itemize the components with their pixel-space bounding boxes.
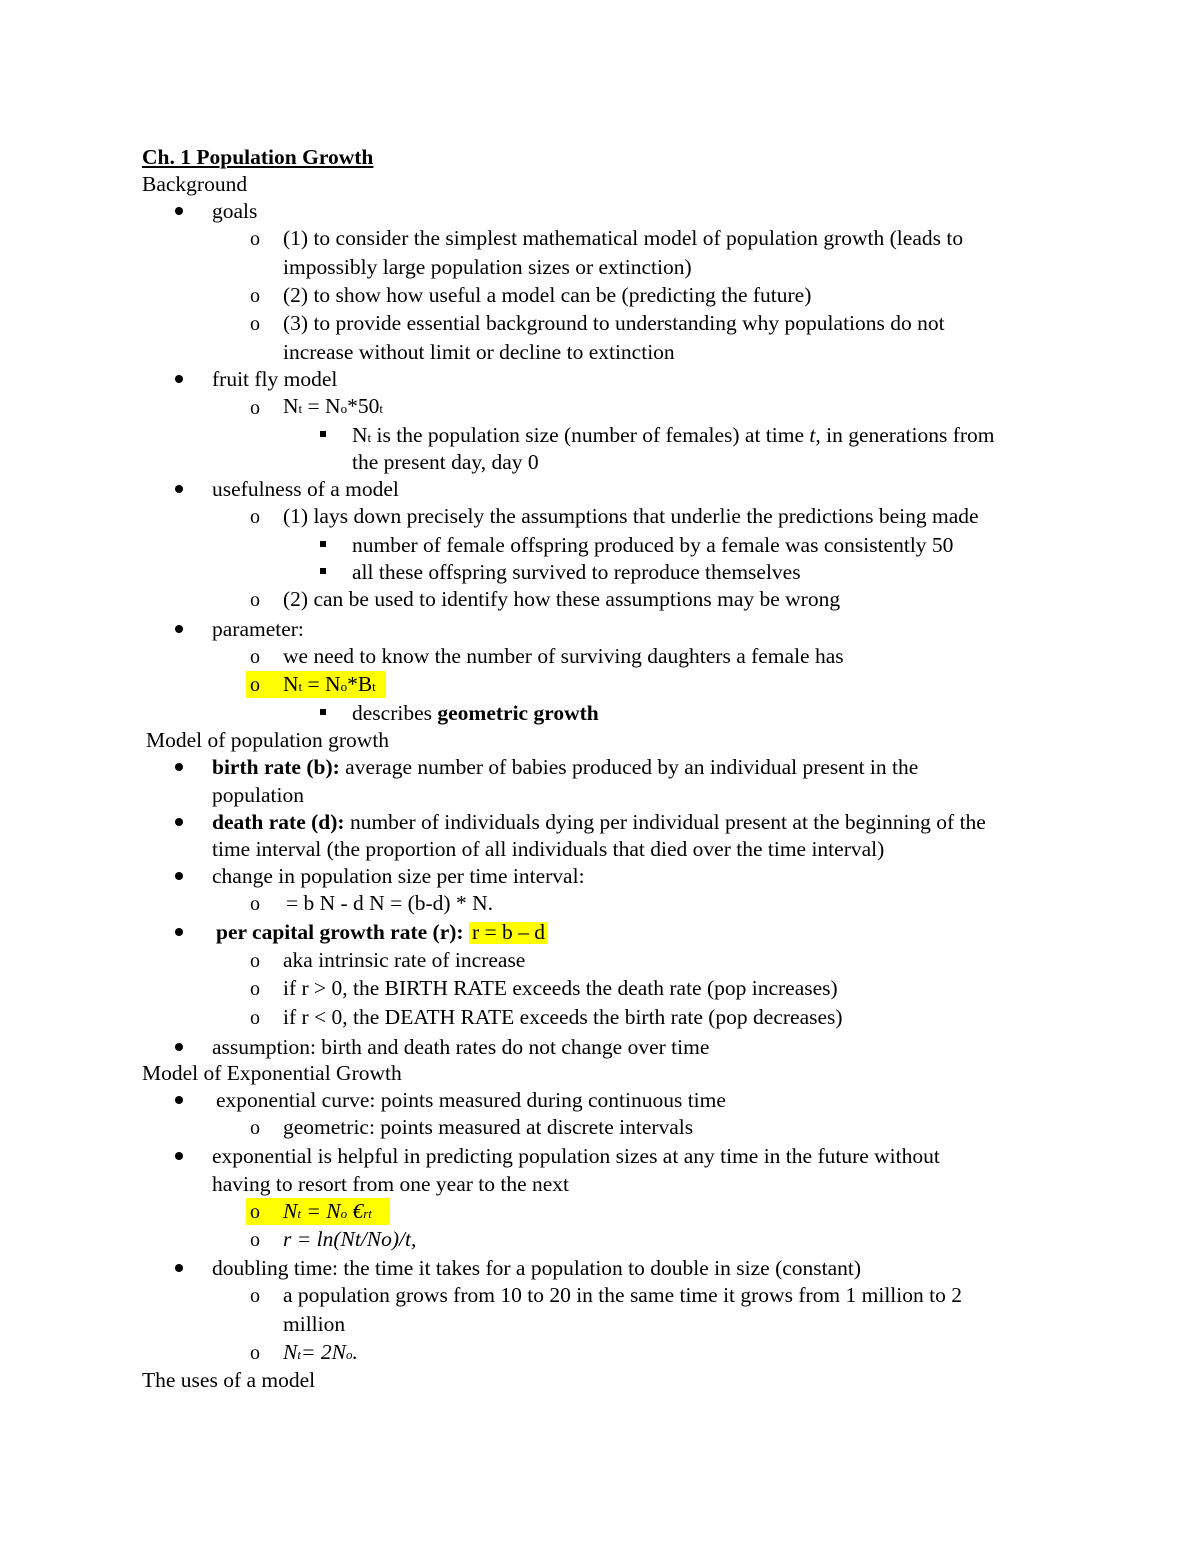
list-item-fruit-fly: fruit fly model [212,367,338,391]
change-equation: = b N - d N = (b-d) * N. [286,891,493,915]
list-item-goal-2: (2) to show how useful a model can be (predicting the future) [283,283,812,307]
nt-definition: N t is the population size (number of females) at time t , in generations from [352,423,995,447]
list-item-percap-2: if r > 0, the BIRTH RATE exceeds the death rate (pop increases) [283,976,838,1000]
section-heading-uses: The uses of a model [142,1368,316,1392]
param-description: describes geometric growth [352,701,599,725]
bullet-circle: o [250,1285,260,1307]
list-item-doubling: doubling time: the time it takes for a population to double in size (constant) [212,1256,862,1280]
list-item-helpful-cont: having to resort from one year to the next [212,1172,570,1196]
list-item-percap-3: if r < 0, the DEATH RATE exceeds the birth rate (pop decreases) [283,1005,843,1029]
bullet-disc [175,625,183,633]
list-item-percap-1: aka intrinsic rate of increase [283,948,526,972]
doubling-equation: N t = 2N o . [283,1340,358,1364]
bullet-circle: o [250,313,260,335]
page-title: Ch. 1 Population Growth [142,145,374,169]
bullet-disc [175,1096,183,1104]
bullet-circle: o [250,950,260,972]
list-item-param-1: we need to know the number of surviving daughters a female has [283,644,844,668]
list-item-use-1: (1) lays down precisely the assumptions that underlie the predictions being made [283,504,979,528]
bullet-disc [175,928,183,936]
bullet-circle: o [250,1201,260,1223]
list-item-assumption: assumption: birth and death rates do not change over time [212,1035,710,1059]
bullet-disc [175,818,183,826]
bullet-disc [175,763,183,771]
list-item-change: change in population size per time interval: [212,864,585,888]
bullet-disc [175,485,183,493]
list-item-birth-rate-cont: population [212,783,304,807]
bullet-circle: o [250,506,260,528]
bullet-circle: o [250,978,260,1000]
list-item-geometric: geometric: points measured at discrete intervals [283,1115,694,1139]
list-item-goal-3-cont: increase without limit or decline to extinction [283,340,675,364]
bullet-circle: o [250,228,260,250]
list-item-birth-rate: birth rate (b): average number of babies produced by an individual present in the [212,755,919,779]
list-item-doubling-1-cont: million [283,1312,346,1336]
bullet-square [320,709,326,715]
list-item-parameter: parameter: [212,617,304,641]
bullet-square [320,541,326,547]
list-item-use-1b: all these offspring survived to reproduce themselves [352,560,801,584]
highlight-r-equation: r = b – d [469,922,548,944]
bullet-square [320,568,326,574]
bullet-circle: o [250,1229,260,1251]
bullet-disc [175,872,183,880]
bullet-circle: o [250,285,260,307]
list-item-goal-1-cont: impossibly large population sizes or extinction) [283,255,692,279]
bullet-circle: o [250,1007,260,1029]
section-heading-background: Background [142,172,248,196]
list-item-helpful: exponential is helpful in predicting population sizes at any time in the future without [212,1144,940,1168]
bullet-square [320,431,326,437]
section-heading-model-exp: Model of Exponential Growth [142,1061,402,1085]
bullet-disc [175,1152,183,1160]
r-equation: r = ln(Nt/No)/t, [283,1227,417,1251]
bullet-circle: o [250,1342,260,1364]
list-item-death-rate: death rate (d): number of individuals dying per individual present at the beginning of the [212,810,986,834]
list-item-doubling-1: a population grows from 10 to 20 in the same time it grows from 1 million to 2 [283,1283,962,1307]
bullet-disc [175,1043,183,1051]
list-item-exp-curve: exponential curve: points measured during continuous time [216,1088,726,1112]
list-item-per-capita: per capital growth rate (r): r = b – d [216,922,548,944]
exp-equation: N t = N o € rt [283,1199,372,1223]
bullet-circle: o [250,1117,260,1139]
nt-definition-cont: the present day, day 0 [352,450,539,474]
bullet-circle: o [250,646,260,668]
bullet-disc [175,1264,183,1272]
bullet-circle: o [250,674,260,696]
bullet-disc [175,207,183,215]
list-item-goal-3: (3) to provide essential background to understanding why populations do not [283,311,945,335]
list-item-use-1a: number of female offspring produced by a female was consistently 50 [352,533,954,557]
fruit-fly-equation: N t = N o *50 t [283,394,383,418]
bullet-disc [175,375,183,383]
bullet-circle: o [250,397,260,419]
bullet-circle: o [250,589,260,611]
list-item-use-2: (2) can be used to identify how these assumptions may be wrong [283,587,841,611]
list-item-usefulness: usefulness of a model [212,477,399,501]
bullet-circle: o [250,893,260,915]
list-item-death-rate-cont: time interval (the proportion of all individuals that died over the time interval) [212,837,885,861]
param-equation: N t = N o *B t [283,672,376,696]
list-item-goal-1: (1) to consider the simplest mathematical model of population growth (leads to [283,226,964,250]
section-heading-model-pop: Model of population growth [146,728,390,752]
list-item-goals: goals [212,199,258,223]
